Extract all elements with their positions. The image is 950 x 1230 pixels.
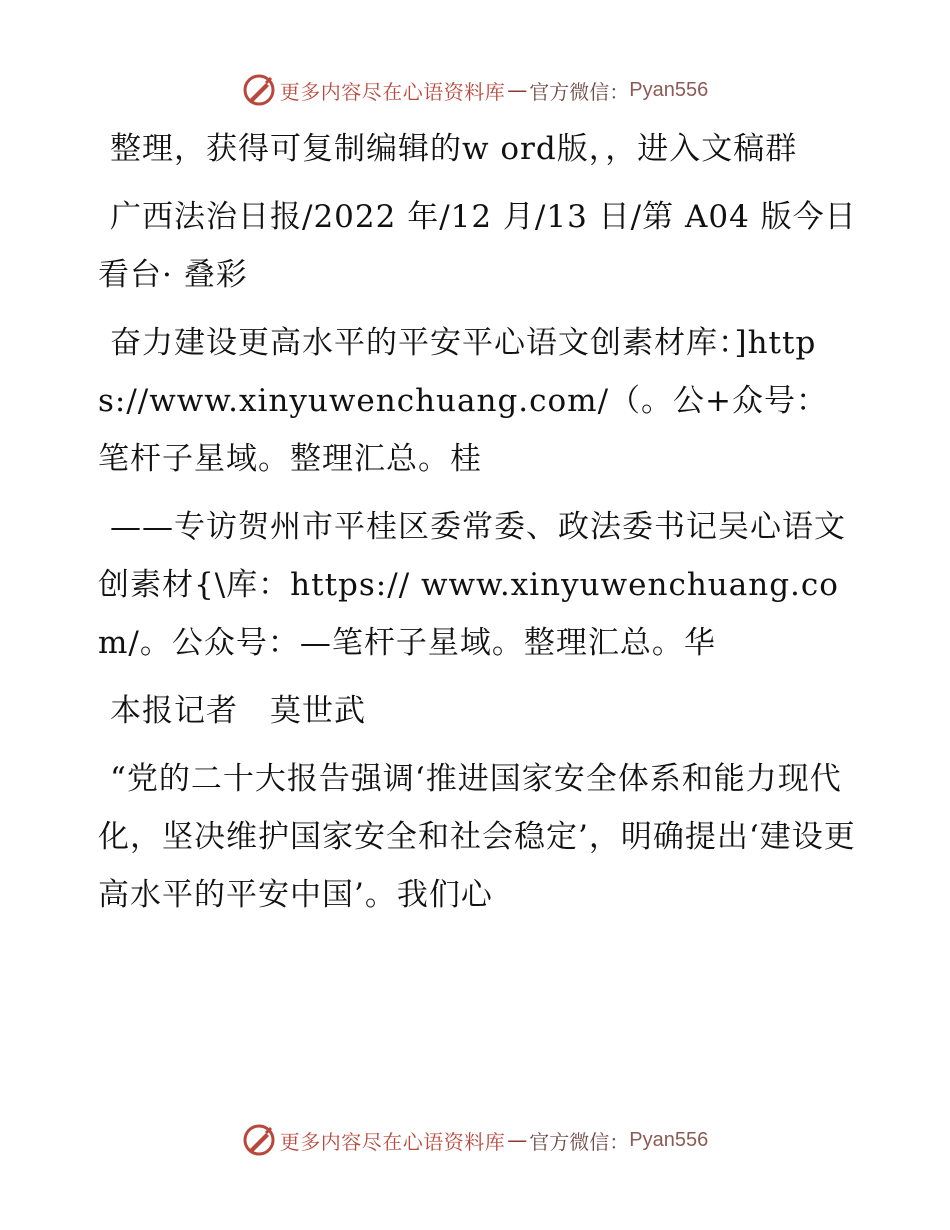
- watermark-separator: —: [507, 78, 528, 102]
- paragraph-intro: 整理，获得可复制编辑的w ord版，，进入文稿群: [110, 131, 798, 167]
- article-title: 奋力建设更高水平的平安平心语文创素材库：]https://www.xinyuwenchuang.com/（。公+众号：笔杆子星域。整理汇总。桂: [98, 325, 828, 477]
- footer-watermark: [0, 1120, 950, 1160]
- paragraph-source: 广西法治日报/2022 年/12 月/13 日/第 A04 版今日看台· 叠彩: [98, 199, 857, 293]
- wechat-label: 官方微信：: [529, 1129, 630, 1154]
- document-body: [98, 120, 858, 934]
- pen-logo-icon: [242, 1123, 276, 1157]
- watermark-separator: —: [507, 1128, 528, 1152]
- wechat-id: Pyan556: [629, 78, 709, 101]
- watermark-brand-text: 更多内容尽在心语资料库: [279, 79, 506, 104]
- article-subtitle: ——专访贺州市平桂区委常委、政法委书记吴心语文创素材{\库：https:// www.xinyuwenchuang.com/。公众号：—笔杆子星域。整理汇总。华: [98, 509, 846, 661]
- header-watermark: [0, 70, 950, 110]
- article-body-paragraph: “党的二十大报告强调‘推进国家安全体系和能力现代化，坚决维护国家安全和社会稳定’，明确提出‘建设更高水平的平安中国’。我们心: [98, 761, 856, 913]
- wechat-id: Pyan556: [629, 1128, 709, 1151]
- watermark-brand-text: 更多内容尽在心语资料库: [279, 1129, 506, 1154]
- pen-logo-icon: [242, 73, 276, 107]
- article-byline: 本报记者 莫世武: [110, 693, 366, 729]
- wechat-label: 官方微信：: [529, 79, 630, 104]
